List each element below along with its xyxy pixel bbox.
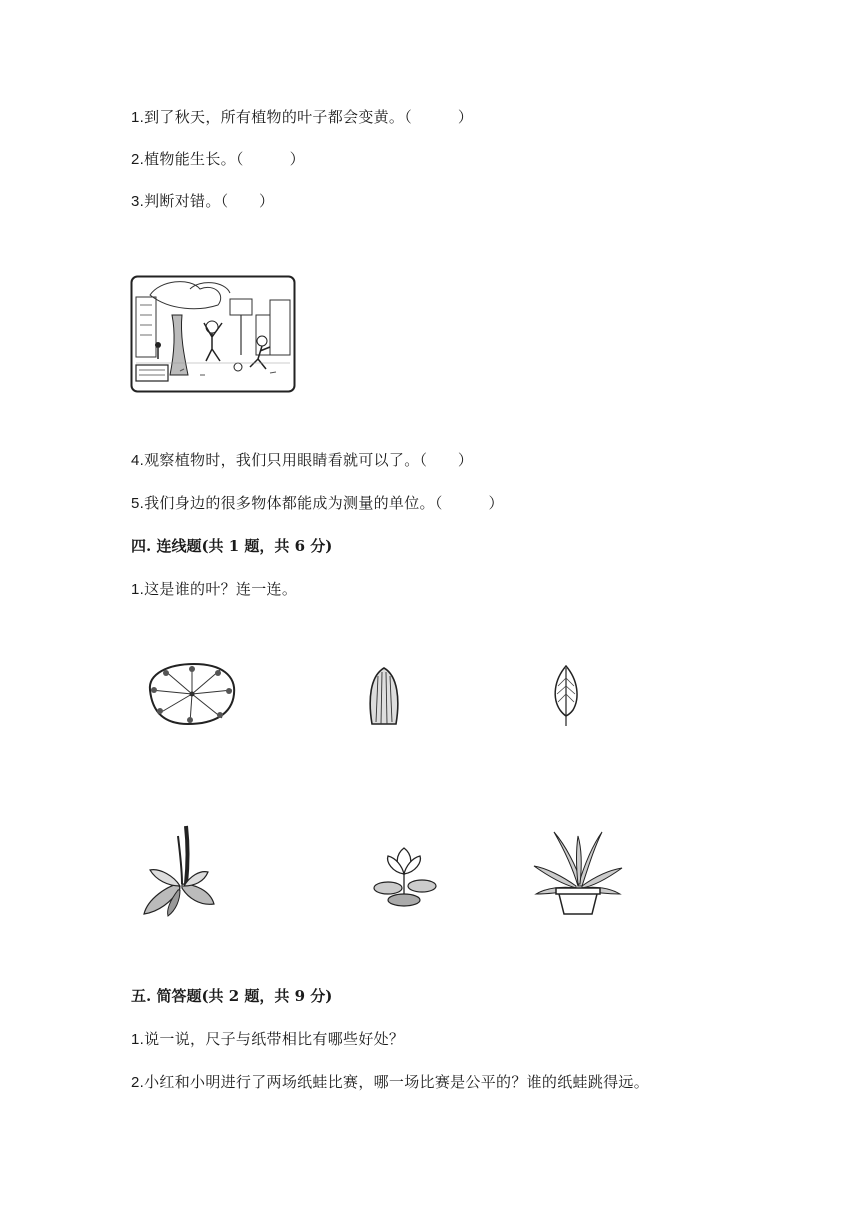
lotus-leaf-image: [142, 660, 238, 728]
question-number: 1.: [131, 1031, 145, 1048]
section-heading-matching: 四. 连线题(共 1 题，共 6 分): [131, 537, 333, 555]
short-answer-question-1: [131, 1028, 404, 1049]
question-text: 判断对错。（ ）: [144, 192, 275, 210]
question-3: [131, 190, 274, 211]
question-number: 2.: [131, 151, 145, 168]
question-text: 到了秋天，所有植物的叶子都会变黄。（ ）: [144, 108, 474, 126]
question-4: [131, 449, 473, 470]
question-text: 这是谁的叶？连一连。: [144, 580, 298, 598]
short-answer-question-2: [131, 1071, 649, 1092]
lotus-flower-image: [370, 844, 440, 910]
narrow-leaf-image: [364, 664, 404, 728]
question-5: [131, 492, 504, 513]
question-text: 说一说，尺子与纸带相比有哪些好处？: [144, 1030, 405, 1048]
question-text: 观察植物时，我们只用眼睛看就可以了。（ ）: [144, 451, 474, 469]
question-text: 植物能生长。（ ）: [144, 150, 305, 168]
question-1: [131, 106, 473, 127]
matching-question-1: [131, 578, 297, 599]
question-number: 1.: [131, 581, 145, 598]
question-number: 3.: [131, 193, 145, 210]
section-heading-short-answer: 五. 简答题(共 2 题，共 9 分): [131, 987, 333, 1005]
pointed-leaf-image: [548, 664, 584, 728]
question-number: 4.: [131, 452, 145, 469]
question-text: 小红和小明进行了两场纸蛙比赛，哪一场比赛是公平的？谁的纸蛙跳得远。: [144, 1073, 650, 1091]
potted-aloe-plant-image: [532, 826, 624, 916]
plantain-plant-image: [138, 824, 218, 918]
question-2: [131, 148, 305, 169]
question-number: 2.: [131, 1074, 145, 1091]
playground-illustration: [130, 275, 296, 393]
question-number: 5.: [131, 495, 145, 512]
question-text: 我们身边的很多物体都能成为测量的单位。（ ）: [144, 494, 504, 512]
question-number: 1.: [131, 109, 145, 126]
